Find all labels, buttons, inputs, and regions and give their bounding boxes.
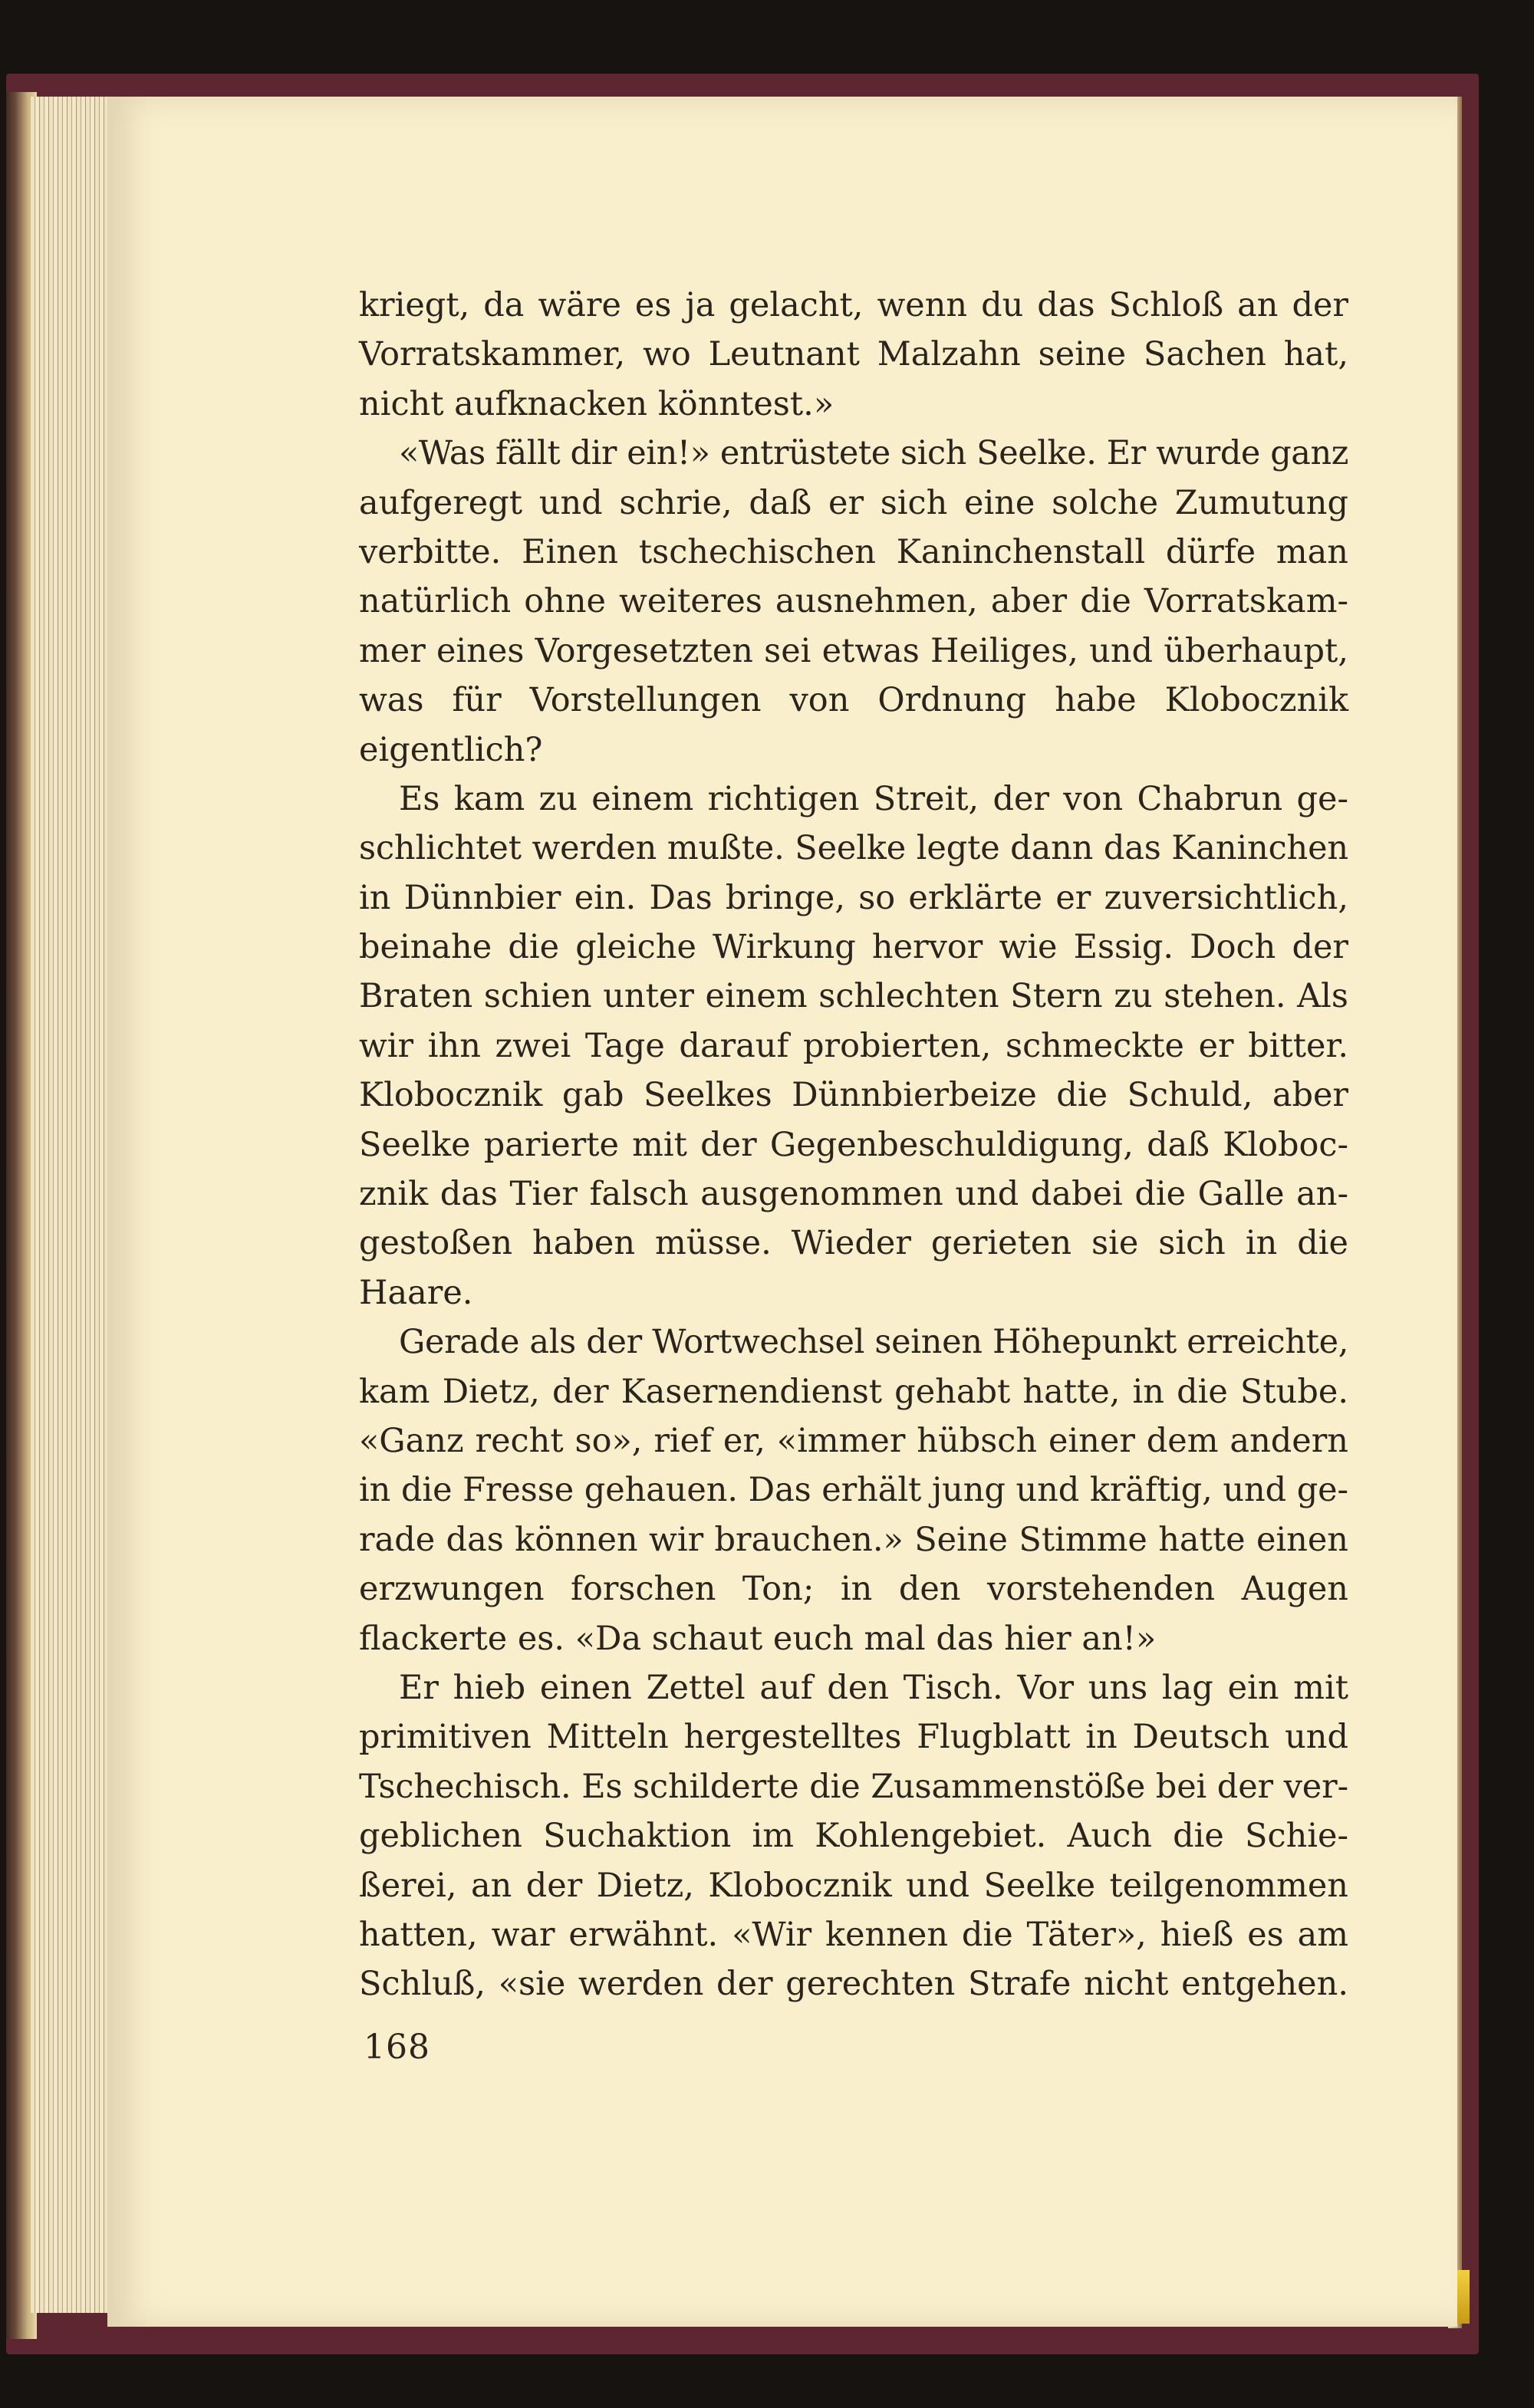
text-line: «Was fällt dir ein!» entrüstete sich Seelke. Er wurde ganz [399,434,1348,473]
text-line: natürlich ohne weiteres ausnehmen, aber die Vorratskam- [359,582,1348,621]
text-line: mer eines Vorgesetzten sei etwas Heiliges, und überhaupt, [359,631,1348,670]
text-line: flackerte es. «Da schaut euch mal das hier an!» [359,1619,1157,1658]
text-line: Klobocznik gab Seelkes Dünnbierbeize die Schuld, aber [359,1076,1348,1115]
text-line: rade das können wir brauchen.» Seine Stimme hatte einen [359,1520,1348,1559]
text-line: Braten schien unter einem schlechten Stern zu stehen. Als [359,977,1348,1016]
page-text-block [359,281,1348,2009]
text-line: geblichen Suchaktion im Kohlengebiet. Auch die Schie- [359,1817,1348,1856]
text-line: Vorratskammer, wo Leutnant Malzahn seine Sachen hat, [359,335,1348,374]
text-line: schlichtet werden mußte. Seelke legte dann das Kaninchen [359,829,1348,868]
text-line: nicht aufknacken könntest.» [359,384,834,423]
text-line: gestoßen haben müsse. Wieder gerieten sie sich in die [359,1224,1348,1263]
text-line: Tschechisch. Es schilderte die Zusammenstöße bei der ver- [359,1767,1348,1806]
text-line: Es kam zu einem richtigen Streit, der von Chabrun ge- [399,779,1348,818]
text-line: wir ihn zwei Tage darauf probierten, schmeckte er bitter. [359,1026,1348,1065]
text-line: beinahe die gleiche Wirkung hervor wie Essig. Doch der [359,928,1348,967]
text-line: in die Fresse gehauen. Das erhält jung und kräftig, und ge- [359,1471,1348,1510]
text-line: aufgeregt und schrie, daß er sich eine solche Zumutung [359,483,1348,522]
text-line: verbitte. Einen tschechischen Kaninchenstall dürfe man [359,532,1348,571]
text-line: Haare. [359,1273,473,1312]
text-line: kriegt, da wäre es ja gelacht, wenn du das Schloß an der [359,286,1348,324]
text-line: in Dünnbier ein. Das bringe, so erklärte er zuversichtlich, [359,878,1348,917]
text-line: ßerei, an der Dietz, Klobocznik und Seelke teilgenommen [359,1866,1348,1905]
page-number: 168 [364,2028,430,2067]
text-line: «Ganz recht so», rief er, «immer hübsch einer dem andern [359,1421,1348,1460]
text-line: eigentlich? [359,730,543,769]
text-line: znik das Tier falsch ausgenommen und dabei die Galle an- [359,1175,1348,1214]
text-line: hatten, war erwähnt. «Wir kennen die Täter», hieß es am [359,1915,1348,1954]
gilded-page-rim [1457,2270,1470,2324]
text-line: Er hieb einen Zettel auf den Tisch. Vor uns lag ein mit [399,1668,1348,1707]
text-line: Seelke parierte mit der Gegenbeschuldigung, daß Kloboc- [359,1125,1348,1164]
text-line: Gerade als der Wortwechsel seinen Höhepunkt erreichte, [399,1323,1349,1362]
text-line: was für Vorstellungen von Ordnung habe Klobocznik [359,681,1348,720]
text-line: Schluß, «sie werden der gerechten Strafe nicht entgehen. [359,1965,1348,2004]
text-line: kam Dietz, der Kasernendienst gehabt hatte, in die Stube. [359,1372,1348,1411]
text-line: erzwungen forschen Ton; in den vorstehenden Augen [359,1570,1348,1609]
page-stack-edges [31,97,115,2313]
text-line: primitiven Mitteln hergestelltes Flugblatt in Deutsch und [359,1718,1348,1757]
